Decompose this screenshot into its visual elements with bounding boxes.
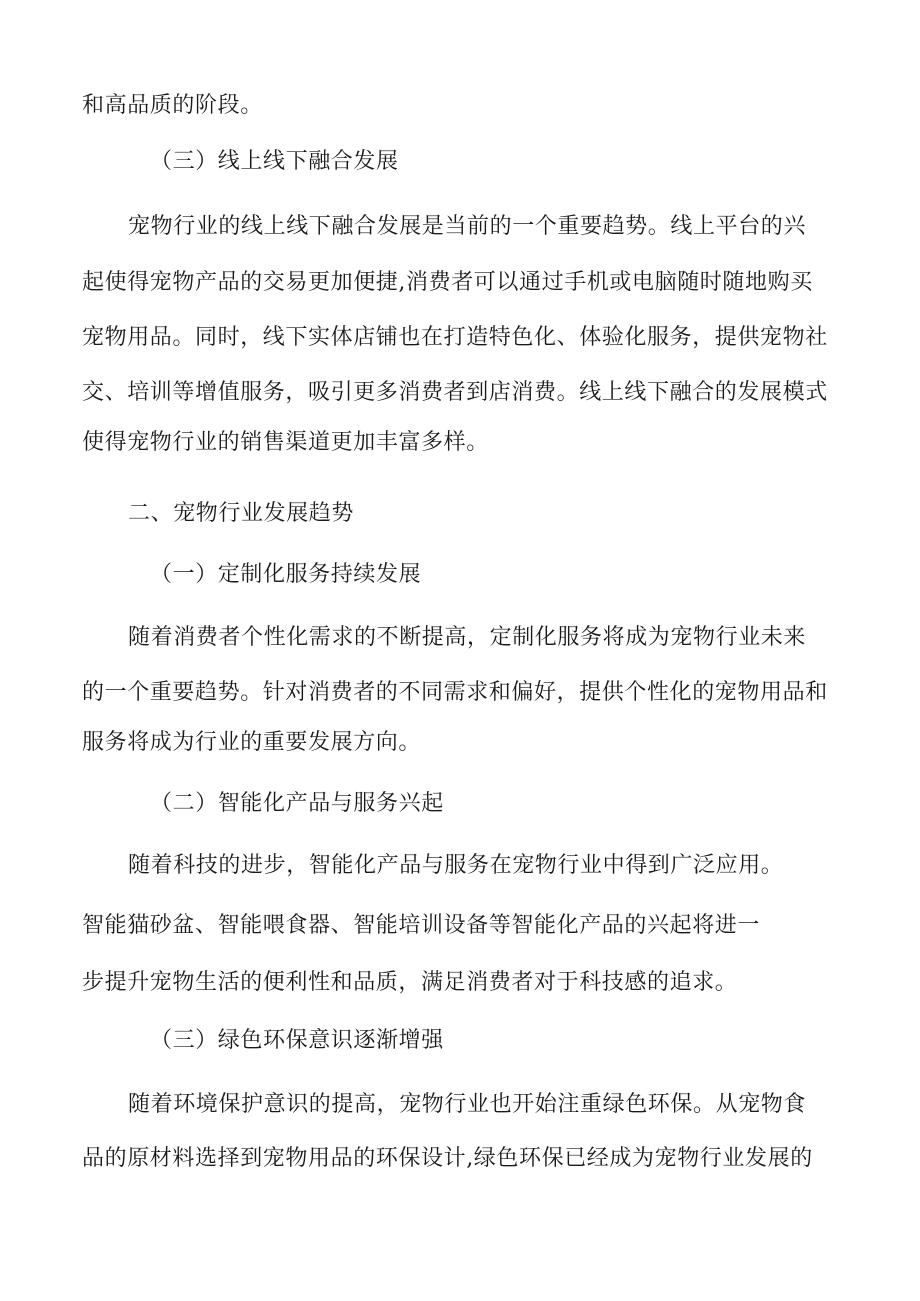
- paragraph-line: 服务将成为行业的重要发展方向。: [82, 730, 422, 755]
- section-heading: 二、宠物行业发展趋势: [128, 501, 355, 526]
- paragraph-line: 宠物用品。同时，线下实体店铺也在打造特色化、体验化服务，提供宠物社: [82, 325, 828, 350]
- paragraph-line: 的一个重要趋势。针对消费者的不同需求和偏好，提供个性化的宠物用品和: [82, 680, 828, 705]
- subsection-heading: （二）智能化产品与服务兴起: [150, 791, 444, 816]
- paragraph-line: 起使得宠物产品的交易更加便捷,消费者可以通过手机或电脑随时随地购买: [82, 270, 813, 295]
- paragraph-line: 使得宠物行业的销售渠道更加丰富多样。: [82, 430, 489, 455]
- subsection-heading: （三）绿色环保意识逐渐增强: [150, 1028, 444, 1053]
- subsection-heading: （三）线上线下融合发展: [150, 149, 399, 174]
- paragraph-continuation-line: 和高品质的阶段。: [82, 93, 263, 118]
- paragraph-line: 智能猫砂盆、智能喂食器、智能培训设备等智能化产品的兴起将进一: [82, 913, 761, 938]
- paragraph-first-line: 随着消费者个性化需求的不断提高，定制化服务将成为宠物行业未来: [128, 625, 807, 650]
- paragraph-line: 交、培训等增值服务，吸引更多消费者到店消费。线上线下融合的发展模式: [82, 380, 828, 405]
- paragraph-first-line: 随着科技的进步，智能化产品与服务在宠物行业中得到广泛应用。: [128, 853, 784, 878]
- subsection-heading: （一）定制化服务持续发展: [150, 562, 422, 587]
- paragraph-line: 步提升宠物生活的便利性和品质，满足消费者对于科技感的追求。: [82, 970, 738, 995]
- paragraph-first-line: 宠物行业的线上线下融合发展是当前的一个重要趋势。线上平台的兴: [128, 214, 807, 239]
- paragraph-line: 品的原材料选择到宠物用品的环保设计,绿色环保已经成为宠物行业发展的: [82, 1146, 813, 1171]
- paragraph-first-line: 随着环境保护意识的提高，宠物行业也开始注重绿色环保。从宠物食: [128, 1092, 807, 1117]
